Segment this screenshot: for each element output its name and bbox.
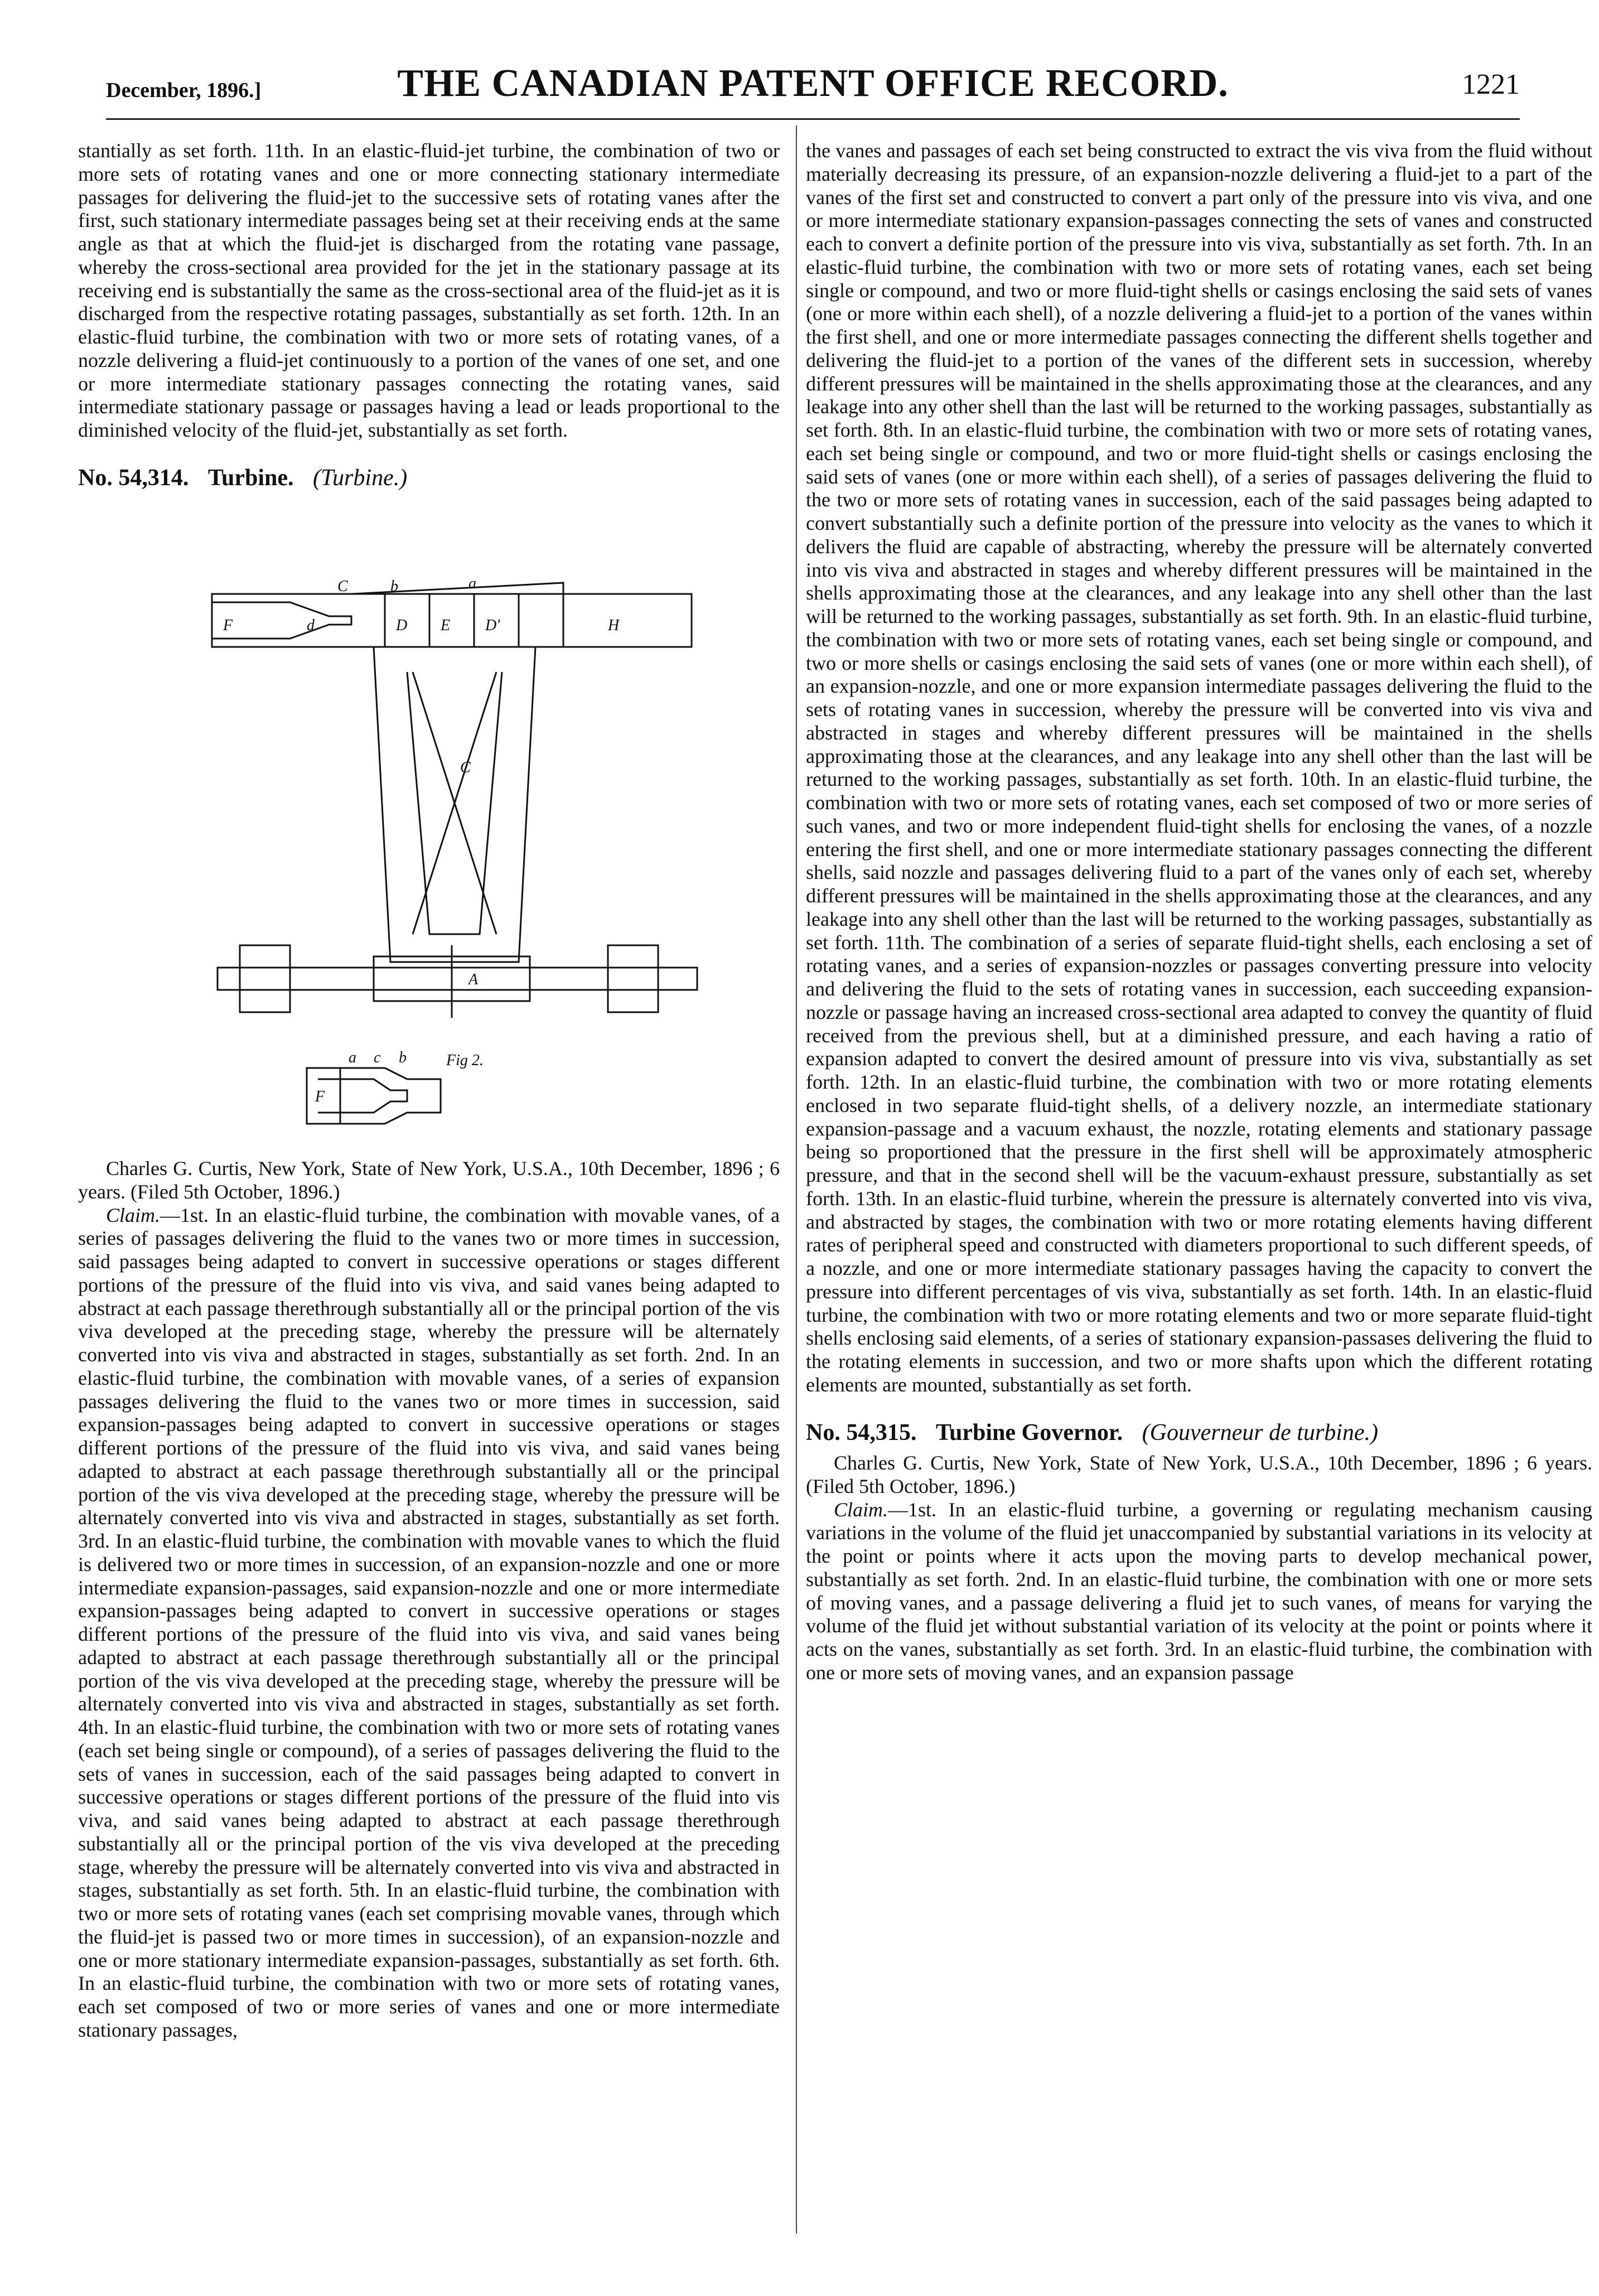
fig2-label-f: F [315, 1088, 325, 1105]
right-column [806, 139, 1592, 1685]
header-title: THE CANADIAN PATENT OFFICE RECORD. [397, 62, 1229, 105]
fig-label-a: a [468, 577, 476, 592]
column-divider [796, 125, 797, 2234]
fig-label-b: b [390, 578, 398, 595]
fig-label-d: d [307, 617, 315, 634]
fig-label-shaft-a: A [468, 971, 479, 988]
fig-label-d2: D [396, 617, 408, 634]
fig2-label-c: c [374, 1049, 381, 1066]
page-header [106, 56, 1520, 106]
fig-label-c2: C [460, 759, 471, 776]
patent-54314-claims-text: —1st. In an elastic-fluid turbine, the combination with movable vanes, of a series of passages delivering the fluid to the vanes two or more times in succession, said passages being adapted to convert in successive operations or stages different portions of the pressure of the fluid into vis viva, and said vanes being adapted to abstract at each passage therethrough substantially all or the principal portion of the vis viva developed at the preceding stage, whereby the pressure will be alternately converted into vis viva and abstracted in stages, substantially as set forth. 2nd. In an elastic-fluid turbine, the combination with movable vanes, of a series of expansion passages delivering the fluid to the vanes two or more times in succession, said expansion-passages being adapted to convert in successive operations or stages different portions of the pressure of the fluid into vis viva, and said vanes being adapted to abstract at each passage therethrough substantially all or the principal portion of the vis viva developed at the preceding stage, whereby the pressure will be alternately converted into vis viva and abstracted in stages, substantially as set forth. 3rd. In an elastic-fluid turbine, the combination with movable vanes to which the fluid is delivered two or more times in succession, of an expansion-nozzle and one or more intermediate expansion-passages, said expansion-nozzle and one or more intermediate expansion-passages being adapted to convert in successive operations or stages different portions of the pressure of the fluid into vis viva, and said vanes being adapted to abstract at each passage therethrough substantially all or the principal portion of the vis viva developed at the preceding stage, whereby the pressure will be alternately converted into vis viva and abstracted in stages, substantially as set forth. 4th. In an elastic-fluid turbine, the combination with two or more sets of rotating vanes (each set being single or compound), of a series of passages delivering the fluid to the sets of vanes in succession, each of the said passages being adapted to convert in successive operations or stages different portions of the pressure of the fluid into vis viva, and said vanes being adapted to abstract at each passage therethrough substantially all or the principal portion of the vis viva developed at the preceding stage, whereby the pressure will be alternately converted into vis viva and abstracted in stages, substantially as set forth. 5th. In an elastic-fluid turbine, the combination with two or more sets of rotating vanes (each set comprising movable vanes, through which the fluid-jet is passed two or more times in succession), of an expansion-nozzle and one or more stationary intermediate expansion-passages, substantially as set forth. 6th. In an elastic-fluid turbine, the combination with two or more sets of rotating vanes, each set composed of two or more series of vanes and one or more intermediate stationary passages, [78, 1203, 780, 2041]
header-page-number: 1221 [1462, 69, 1520, 100]
patent-54315-number: No. 54,315. [806, 1419, 917, 1446]
fig2-label-a: a [349, 1049, 356, 1066]
patent-54314-title: Turbine. [207, 465, 294, 491]
patent-54314-claim-label: Claim. [106, 1203, 161, 1226]
fig-label-c: C [337, 578, 348, 595]
patent-54315-claims [806, 1499, 1592, 1685]
patent-54315-applicant: Charles G. Curtis, New York, State of New York, U.S.A., 10th December, 1896 ; 6 years. (Filed 5th October, 1896.) [806, 1452, 1592, 1497]
turbine-figure [206, 577, 708, 1140]
header-date: December, 1896.] [106, 79, 262, 102]
patent-54314-applicant: Charles G. Curtis, New York, State of New York, U.S.A., 10th December, 1896 ; 6 years. (Filed 5th October, 1896.) [78, 1157, 780, 1203]
continued-claims-text: stantially as set forth. 11th. In an elastic-fluid-jet turbine, the combination of two or more sets of rotating vanes and one or more connecting stationary intermediate passages for delivering the fluid-jet to the successive sets of rotating vanes after the first, such stationary intermediate passages being set at their receiving ends at the same angle as that at which the fluid-jet is discharged from the rotating vane passage, whereby the cross-sectional area provided for the jet in the stationary passage at its receiving end is substantially the same as the cross-sectional area of the fluid-jet as it is discharged from the respective rotating passages, substantially as set forth. 12th. In an elastic-fluid turbine, the combination with two or more sets of rotating vanes, of a nozzle delivering a fluid-jet continuously to a portion of the vanes of one set, and one or more intermediate stationary passages connecting the rotating vanes, said intermediate stationary passage or passages having a lead or leads proportional to the diminished velocity of the fluid-jet, substantially as set forth. [78, 139, 780, 441]
patent-54314-french-title: (Turbine.) [313, 465, 408, 491]
patent-54315-claims-text: —1st. In an elastic-fluid turbine, a governing or regulating mechanism causing variations in the volume of the fluid jet unaccompanied by substantial variations in its velocity at the point or points where it acts upon the moving parts to develop mechanical power, substantially as set forth. 2nd. In an elastic-fluid turbine, the combination with one or more sets of moving vanes, and a passage delivering a fluid jet to such vanes, of means for varying the volume of the fluid jet without substantial variation of its velocity at the point or points where it acts on the vanes, substantially as set forth. 3rd. In an elastic-fluid turbine, the combination with one or more sets of moving vanes, and an expansion passage [806, 1498, 1592, 1684]
patent-54315-title: Turbine Governor. [935, 1419, 1123, 1446]
turbine-drawing [206, 577, 708, 1140]
right-claims-text: the vanes and passages of each set being constructed to extract the vis viva from the fluid without materially decreasing its pressure, of an expansion-nozzle delivering a fluid-jet to a part of the vanes of the first set and constructed to convert a part only of the pressure into vis viva, and one or more intermediate stationary expansion-passages connecting the sets of vanes and constructed each to convert a definite portion of the pressure into vis viva, substantially as set forth. 7th. In an elastic-fluid turbine, the combination with two or more sets of rotating vanes, each set being single or compound, and two or more fluid-tight shells or casings enclosing the said sets of vanes (one or more within each shell), of a nozzle delivering a fluid-jet to a portion of the vanes within the first shell, and one or more intermediate passages connecting the different shells together and delivering the fluid-jet to a portion of the vanes of the different sets in succession, whereby different pressures will be maintained in the shells approximating those at the clearances, and any leakage into any other shell than the last will be returned to the working passages, substantially as set forth. 8th. In an elastic-fluid turbine, the combination with two or more sets of rotating vanes, each set being single or compound, and two or more fluid-tight shells or casings enclosing the said sets of vanes (one or more within each shell), of a series of passages delivering the fluid to the two or more sets of rotating vanes in succession, each of the said passages being adapted to convert substantially such a definite portion of the pressure into velocity as the vanes to which it delivers the fluid are capable of abstracting, whereby the pressure will be alternately converted into vis viva and abstracted in stages and whereby different pressures will be maintained in the shells approximating those at the clearances, and any leakage into any shell other than the last will be returned to the working passages, substantially as set forth. 9th. In an elastic-fluid turbine, the combination with two or more sets of rotating vanes, each set being single or compound, and two or more shells or casings enclosing the said sets of vanes (one or more within each shell), of an expansion-nozzle, and one or more expansion intermediate passages delivering the fluid to the sets of rotating vanes in succession, whereby the pressure will be converted into vis viva and abstracted in stages and whereby different pressures will be maintained in the shells approximating those at the clearances, and any leakage into any shell other than the last will be returned to the working passages, substantially as set forth. 10th. In an elastic-fluid turbine, the combination with two or more sets of rotating vanes, each set composed of two or more series of such vanes, and two or more independent fluid-tight shells for enclosing the vanes, of a nozzle entering the first shell, and one or more intermediate stationary passages connecting the different shells, said nozzle and passages delivering fluid to a part of the vanes only of each set, whereby different pressures will be maintained in the shells approximating those at the clearances, and any leakage into any shell other than the last will be returned to the working passages, substantially as set forth. 11th. The combination of a series of separate fluid-tight shells, each enclosing a set of rotating vanes, and a series of expansion-nozzles or passages converting pressure into velocity and delivering the fluid to the sets of rotating vanes in succession, each succeeding expansion-nozzle or passage having an increased cross-sectional area adapted to convey the quantity of fluid received from the previous shell, but at a diminished pressure, and each having a ratio of expansion adapted to convert the desired amount of pressure into vis viva, substantially as set forth. 12th. In an elastic-fluid turbine, the combination with two or more rotating elements enclosed in two separate fluid-tight shells, of a delivery nozzle, an intermediate stationary expansion-passage and a vacuum exhaust, the nozzle, rotating elements and stationary passage being so proportioned that the pressure in the first shell will be approximately atmospheric pressure, and that in the second shell will be the vacuum-exhaust pressure, substantially as set forth. 13th. In an elastic-fluid turbine, wherein the pressure is alternately converted into vis viva, and abstracted by stages, the combination with two or more rotating elements having different rates of peripheral speed and constructed with diameters proportional to such different speeds, of a nozzle, and one or more intermediate stationary passages having the capacity to convert the pressure into different percentages of vis viva, substantially as set forth. 14th. In an elastic-fluid turbine, the combination with two or more rotating elements and two or more separate fluid-tight shells enclosing said elements, of a series of stationary expansion-passases delivering the fluid to the rotating elements in succession, and two or more shafts upon which the different rotating elements are mounted, substantially as set forth. [806, 139, 1592, 1396]
fig2-caption: Fig 2. [446, 1052, 484, 1069]
patent-54315-french-title: (Gouverneur de turbine.) [1142, 1419, 1379, 1446]
patent-54314-heading [78, 465, 780, 492]
patent-54314-claims [78, 1204, 780, 2042]
fig-label-f: F [223, 617, 233, 634]
patent-54315-heading [806, 1419, 1592, 1447]
patent-54315-claim-label: Claim. [834, 1498, 888, 1521]
header-rule [106, 118, 1520, 120]
left-column-top [78, 139, 780, 497]
fig-label-d-prime: D' [485, 617, 500, 634]
fig-label-e: E [441, 617, 451, 634]
fig-label-h: H [608, 617, 620, 634]
left-column-bottom [78, 1157, 780, 2042]
fig2-label-b: b [399, 1049, 407, 1066]
patent-54314-number: No. 54,314. [78, 465, 189, 491]
